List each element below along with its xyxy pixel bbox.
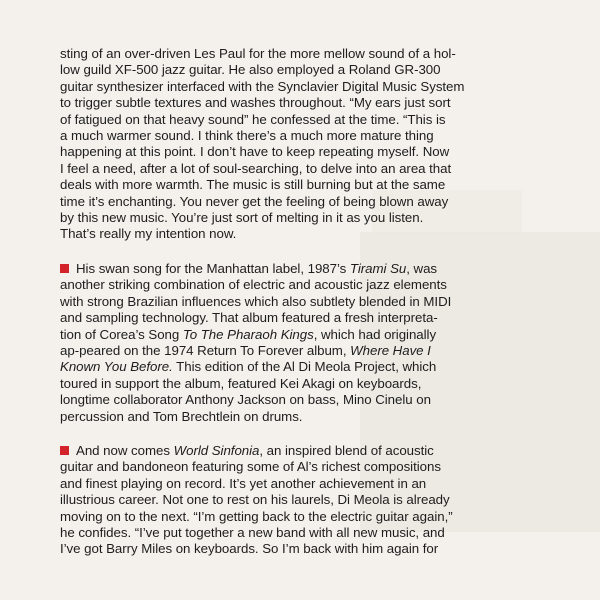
text-line: [60, 79, 540, 95]
text-line: [60, 112, 540, 128]
text-line: [60, 46, 540, 62]
text-line: [60, 459, 540, 475]
text-run: by this new music. You’re just sort of melting in it as you listen.: [60, 210, 424, 226]
text-line: [60, 226, 540, 242]
text-run: I feel a need, after a lot of soul-searching, to delve into an area that: [60, 160, 452, 176]
text-run: I’ve got Barry Miles on keyboards. So I’m back with him again for: [60, 541, 439, 557]
text-line: [60, 509, 540, 525]
text-run: ap-peared on the 1974 Return To Forever album,: [60, 342, 351, 358]
text-run: and sampling technology. That album featured a fresh interpreta-: [60, 310, 438, 326]
text-run: percussion and Tom Brechtlein on drums.: [60, 408, 303, 424]
text-line: [60, 392, 540, 408]
italic-title: Tirami Su: [349, 260, 407, 276]
text-run: low guild XF-500 jazz guitar. He also employed a Roland GR-300: [60, 62, 441, 78]
text-run: with strong Brazilian influences which also subtlety blended in MIDI: [60, 293, 452, 309]
italic-title: Known You Before.: [60, 359, 173, 375]
text-line: [60, 261, 540, 277]
text-line: [60, 194, 540, 210]
text-run: to trigger subtle textures and washes throughout. “My ears just sort: [60, 95, 451, 111]
text-run: , which had originally: [313, 326, 437, 342]
text-run: guitar synthesizer interfaced with the Synclavier Digital Music System: [60, 78, 465, 94]
text-run: toured in support the album, featured Kei Akagi on keyboards,: [60, 375, 422, 391]
text-line: [60, 541, 540, 557]
text-line: [60, 343, 540, 359]
text-run: another striking combination of electric and acoustic jazz elements: [60, 277, 447, 293]
text-run: illustrious career. Not one to rest on his laurels, Di Meola is already: [60, 492, 450, 508]
text-run: And now comes: [76, 442, 174, 458]
text-line: [60, 62, 540, 78]
text-run: tion of Corea’s Song: [60, 326, 183, 342]
text-run: moving on to the next. “I’m getting back to the electric guitar again,”: [60, 508, 453, 524]
italic-title: To The Pharaoh Kings: [182, 326, 314, 342]
text-line: [60, 443, 540, 459]
text-run: guitar and bandoneon featuring some of Al’s richest compositions: [60, 459, 441, 475]
text-run: This edition of the Al Di Meola Project, which: [172, 359, 437, 375]
text-run: longtime collaborator Anthony Jackson on bass, Mino Cinelu on: [60, 392, 431, 408]
text-line: [60, 95, 540, 111]
text-run: he confides. “I’ve put together a new band with all new music, and: [60, 524, 445, 540]
article-body: [60, 46, 540, 576]
text-line: [60, 376, 540, 392]
text-line: [60, 525, 540, 541]
text-run: deals with more warmth. The music is still burning but at the same: [60, 177, 446, 193]
text-run: , was: [406, 260, 438, 276]
text-line: [60, 310, 540, 326]
text-line: [60, 492, 540, 508]
text-line: [60, 277, 540, 293]
text-run: , an inspired blend of acoustic: [259, 442, 434, 458]
italic-title: World Sinfonia: [173, 442, 260, 458]
text-line: [60, 128, 540, 144]
paragraph-1: [60, 46, 540, 243]
red-square-bullet-icon: [60, 264, 69, 273]
text-run: His swan song for the Manhattan label, 1987’s: [76, 260, 350, 276]
text-run: and finest playing on record. It’s yet another achievement in an: [60, 475, 427, 491]
paragraph-3: [60, 443, 540, 558]
red-square-bullet-icon: [60, 446, 69, 455]
text-line: [60, 476, 540, 492]
text-run: That’s really my intention now.: [60, 226, 237, 242]
text-line: [60, 210, 540, 226]
text-run: of fatigued on that heavy sound” he confessed at the time. “This is: [60, 111, 446, 127]
text-line: [60, 161, 540, 177]
text-line: [60, 294, 540, 310]
text-line: [60, 409, 540, 425]
text-run: time it’s enchanting. You never get the feeling of being blown away: [60, 193, 449, 209]
text-line: [60, 327, 540, 343]
text-line: [60, 177, 540, 193]
text-line: [60, 359, 540, 375]
text-line: [60, 144, 540, 160]
italic-title: Where Have I: [350, 342, 431, 358]
paragraph-2: [60, 261, 540, 425]
text-run: a much warmer sound. I think there’s a much more mature thing: [60, 128, 434, 144]
text-run: happening at this point. I don’t have to keep repeating myself. Now: [60, 144, 450, 160]
text-run: sting of an over-driven Les Paul for the more mellow sound of a hol-: [60, 46, 456, 61]
